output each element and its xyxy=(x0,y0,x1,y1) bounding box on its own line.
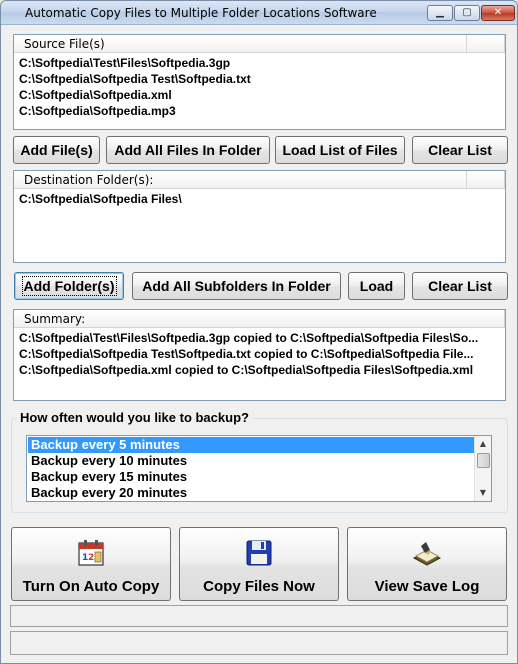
destination-column-header[interactable]: Destination Folder(s): xyxy=(14,171,467,189)
status-bar-2 xyxy=(10,631,508,655)
source-column-spare[interactable] xyxy=(467,35,505,53)
list-item[interactable]: C:\Softpedia\Softpedia Test\Softpedia.txt xyxy=(19,72,251,86)
window-title: Automatic Copy Files to Multiple Folder Locations Software xyxy=(25,6,377,20)
list-item[interactable]: C:\Softpedia\Softpedia Test\Softpedia.txt copied to C:\Softpedia\Softpedia File... xyxy=(19,347,474,361)
list-item[interactable]: C:\Softpedia\Softpedia.xml copied to C:\Softpedia\Softpedia Files\Softpedia.xml xyxy=(19,363,474,377)
list-item[interactable]: C:\Softpedia\Test\Files\Softpedia.3gp xyxy=(19,56,231,70)
turn-on-auto-copy-button[interactable] xyxy=(11,527,171,601)
list-item[interactable]: C:\Softpedia\Softpedia.xml xyxy=(19,88,172,102)
source-list-header xyxy=(14,35,505,53)
book-icon xyxy=(412,538,442,568)
source-files-list[interactable] xyxy=(13,34,506,130)
list-item[interactable]: C:\Softpedia\Softpedia Files\ xyxy=(19,192,182,206)
minimize-button[interactable] xyxy=(427,5,453,21)
load-list-of-files-button[interactable]: Load List of Files xyxy=(275,136,405,164)
destination-folders-list[interactable] xyxy=(13,170,506,263)
clear-source-list-button[interactable]: Clear List xyxy=(412,136,508,164)
scroll-down-icon[interactable]: ▼ xyxy=(479,488,487,497)
scroll-up-icon[interactable]: ▲ xyxy=(479,439,487,448)
destination-column-spare[interactable] xyxy=(467,171,505,189)
backup-option[interactable]: Backup every 15 minutes xyxy=(31,469,188,484)
list-item[interactable]: C:\Softpedia\Softpedia.mp3 xyxy=(19,104,176,118)
backup-option[interactable]: Backup every 10 minutes xyxy=(31,453,188,468)
view-save-log-button[interactable] xyxy=(347,527,507,601)
svg-text:1: 1 xyxy=(82,553,89,563)
backup-option[interactable]: Backup every 20 minutes xyxy=(31,485,188,500)
floppy-disk-icon xyxy=(244,538,274,568)
source-column-header[interactable]: Source File(s) xyxy=(14,35,467,53)
summary-column-header[interactable]: Summary: xyxy=(14,310,505,328)
load-destination-button[interactable]: Load xyxy=(348,272,405,300)
close-button[interactable] xyxy=(481,5,515,21)
add-files-button[interactable]: Add File(s) xyxy=(13,136,100,164)
scroll-thumb[interactable] xyxy=(477,453,490,468)
save-log-label: View Save Log xyxy=(374,578,480,595)
backup-legend: How often would you like to backup? xyxy=(17,410,252,425)
summary-list[interactable] xyxy=(13,309,506,401)
status-bar-1 xyxy=(10,605,508,627)
auto-copy-label: Turn On Auto Copy xyxy=(22,578,160,595)
list-item[interactable]: C:\Softpedia\Test\Files\Softpedia.3gp copied to C:\Softpedia\Softpedia Files\So... xyxy=(19,331,479,345)
close-icon: ✕ xyxy=(493,7,503,18)
calendar-icon xyxy=(76,538,106,568)
add-folders-button[interactable] xyxy=(14,272,124,300)
copy-now-label: Copy Files Now xyxy=(203,578,315,595)
backup-frequency-list[interactable] xyxy=(26,435,492,502)
backup-option-selected[interactable]: Backup every 5 minutes xyxy=(28,437,474,453)
destination-list-header xyxy=(14,171,505,189)
summary-list-header xyxy=(14,310,505,328)
add-folders-label: Add Folder(s) xyxy=(23,278,115,294)
add-all-subfolders-button[interactable]: Add All Subfolders In Folder xyxy=(132,272,341,300)
title-bar[interactable] xyxy=(1,1,517,25)
add-all-files-in-folder-button[interactable]: Add All Files In Folder xyxy=(106,136,270,164)
minimize-icon: ▁ xyxy=(436,7,444,18)
backup-list-scrollbar[interactable] xyxy=(474,436,491,501)
maximize-button[interactable] xyxy=(454,5,480,21)
svg-text:2: 2 xyxy=(88,553,95,563)
copy-files-now-button[interactable] xyxy=(179,527,339,601)
clear-destination-list-button[interactable]: Clear List xyxy=(412,272,508,300)
maximize-icon: ▢ xyxy=(462,7,472,18)
